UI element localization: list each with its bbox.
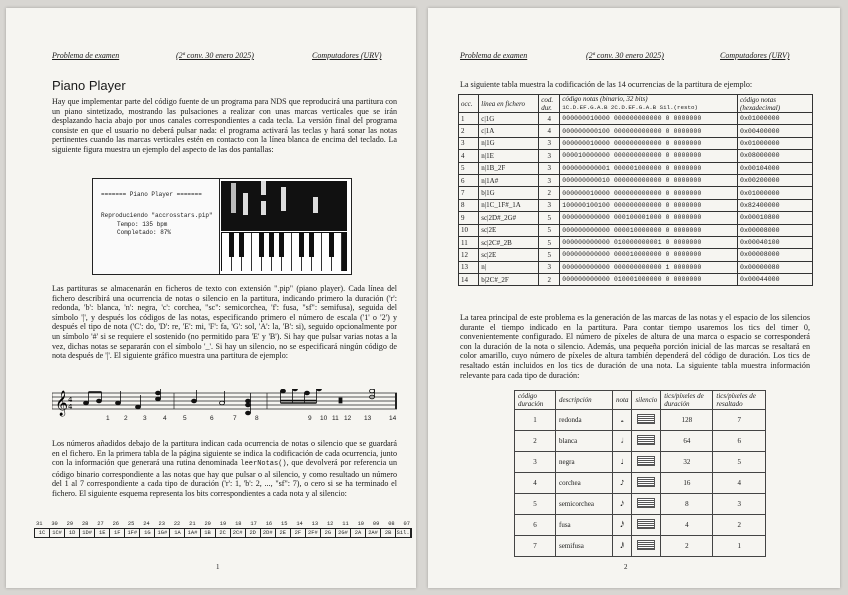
cell-line: c|1G: [479, 113, 539, 125]
black-key: [259, 233, 264, 257]
cell-line: n|1G: [479, 137, 539, 149]
top-screen: [93, 179, 220, 274]
bit-cell: Sil.: [396, 530, 410, 536]
black-key: [299, 233, 304, 257]
cell-bin: 000000000100 000000000000 0 0000000: [560, 125, 738, 137]
cell-nota: 𝅗𝅥: [613, 431, 632, 452]
rest-symbol-icon: [637, 498, 655, 508]
cell-hex: 0x00104000: [738, 162, 813, 174]
occ-number: 11: [332, 415, 339, 422]
table-row: [515, 473, 766, 494]
header-center: (2ª conv. 30 enero 2025): [586, 51, 664, 60]
cell-cod: 3: [539, 150, 560, 162]
cell-line: n|1E: [479, 150, 539, 162]
bit-number: 16: [265, 521, 273, 527]
header-left: Problema de examen: [52, 51, 120, 60]
table-header-row: [459, 95, 813, 113]
cell-bin: 000010000000 000000000000 0 0000000: [560, 150, 738, 162]
cell-hex: 0x08000000: [738, 150, 813, 162]
note-mark: [313, 197, 318, 213]
cell-occ: 6: [459, 174, 479, 186]
bit-cell: 2B: [381, 529, 396, 537]
cell-tics-dur: 32: [661, 452, 713, 473]
cell-cod: 3: [539, 162, 560, 174]
bit-number: 21: [189, 521, 196, 527]
bit-number: 17: [250, 521, 257, 527]
bit-number: 23: [158, 521, 165, 527]
page-number: 2: [624, 563, 628, 571]
cell-occ: 1: [459, 113, 479, 125]
cell-hex: 0x82400000: [738, 199, 813, 211]
cell-cod: 3: [539, 261, 560, 273]
cell-bin: 000000000001 000001000000 0 0000000: [560, 162, 738, 174]
bit-number: 09: [372, 521, 380, 527]
table-row: [515, 536, 766, 557]
bit-number: 29: [66, 521, 74, 527]
bit-number: 07: [403, 521, 410, 527]
header-center: (2ª conv. 30 enero 2025): [176, 51, 254, 60]
cell-tics-res: 4: [713, 473, 766, 494]
occurrence-encoding-table: [458, 94, 813, 286]
col-bin-title: código notas (binario, 32 bits): [562, 95, 648, 103]
cell-tics-dur: 8: [661, 494, 713, 515]
cell-line: b|1G: [479, 187, 539, 199]
cell-cod: 6: [515, 515, 556, 536]
col-nota: nota: [613, 391, 632, 410]
piano-keyboard-screen: [221, 181, 347, 271]
table-header-row: [515, 391, 766, 410]
bit-number: 31: [36, 521, 43, 527]
cell-occ: 5: [459, 162, 479, 174]
cell-cod: 3: [539, 199, 560, 211]
col-tics-dur: tics/píxeles de duración: [661, 391, 713, 410]
cell-cod: 7: [515, 536, 556, 557]
table-row: [459, 137, 813, 149]
svg-text:4: 4: [68, 396, 73, 404]
rest-symbol-icon: [637, 477, 655, 487]
cell-silencio: [632, 473, 661, 494]
fig-tempo-line: Tempo: 135 bpm: [117, 221, 168, 228]
cell-cod: 5: [539, 224, 560, 236]
table-row: [459, 162, 813, 174]
cell-tics-res: 3: [713, 494, 766, 515]
cell-bin: 000000000010 000000000000 0 0000000: [560, 174, 738, 186]
cell-bin: 000000000000 000000000000 1 0000000: [560, 261, 738, 273]
cell-silencio: [632, 452, 661, 473]
table-row: [459, 236, 813, 248]
rest-symbol-icon: [637, 519, 655, 529]
cell-hex: 0x00044000: [738, 274, 813, 286]
hit-line: [221, 231, 347, 232]
occ-number: 3: [143, 415, 147, 422]
cell-cod: 4: [539, 113, 560, 125]
cell-cod: 2: [539, 187, 560, 199]
occ-number: 8: [255, 415, 259, 422]
col-cod-dur: código duración: [515, 391, 556, 410]
cell-occ: 8: [459, 199, 479, 211]
cell-silencio: [632, 515, 661, 536]
cell-occ: 4: [459, 150, 479, 162]
cell-occ: 12: [459, 249, 479, 261]
bit-layout-scheme: [34, 521, 412, 538]
occ-number: 12: [344, 415, 352, 422]
function-name: leerNotas(): [240, 460, 287, 469]
occ-number: 1: [106, 415, 110, 422]
note-mark: [281, 187, 286, 211]
fig-playing-line: Reproduciendo "accrosstars.pip": [101, 212, 213, 219]
cell-bin: 000000010000 000000000000 0 0000000: [560, 113, 738, 125]
cell-cod: 3: [539, 137, 560, 149]
cell-desc: negra: [556, 452, 613, 473]
cell-tics-res: 1: [713, 536, 766, 557]
cell-line: sc|2D#_2G#: [479, 212, 539, 224]
bit-cell: 1G: [140, 529, 155, 537]
col-bin: [560, 95, 738, 113]
cell-tics-res: 2: [713, 515, 766, 536]
bit-number: 13: [311, 521, 319, 527]
cell-tics-res: 7: [713, 410, 766, 431]
bit-cell: 1F: [110, 529, 125, 537]
page-number: 1: [216, 563, 220, 571]
cell-desc: corchea: [556, 473, 613, 494]
rest-symbol-icon: [637, 414, 655, 424]
bit-cell: 2G: [321, 529, 336, 537]
table-row: [515, 431, 766, 452]
bit-cell: 1F#: [125, 529, 140, 537]
header-right: Computadores (URV): [720, 51, 790, 60]
bit-cell: 2F#: [306, 529, 321, 537]
cell-desc: semifusa: [556, 536, 613, 557]
cell-bin: 000000000000 010001000000 0 0000000: [560, 274, 738, 286]
rest-symbol-icon: [637, 540, 655, 550]
encoding-text-b: , que devolverá por referencia un código binario correspondiente a las notas que hay que pulsar o al silencio, y como resultado un número del 1 al 7 correspondiente a cada tipo de duración ('r': 1, 'b': 2, ..., "sf": 7), o cero si se ha terminado el fichero. El siguiente esquema representa los bits correspondientes a cada nota y al silencio:: [52, 458, 397, 498]
col-bin-sub: 1C.D.EF.G.A.B 2C.D.EF.G.A.B Sil.(resto): [562, 104, 698, 111]
cell-silencio: [632, 410, 661, 431]
cell-tics-dur: 2: [661, 536, 713, 557]
header-left: Problema de examen: [460, 51, 528, 60]
cell-line: c|1A: [479, 125, 539, 137]
black-key: [269, 233, 274, 257]
cell-occ: 10: [459, 224, 479, 236]
occ-number: 7: [233, 415, 237, 422]
nds-screens-figure: [92, 178, 352, 275]
cell-cod: 2: [539, 274, 560, 286]
cell-occ: 13: [459, 261, 479, 273]
bit-number: 15: [281, 521, 288, 527]
occ-number: 13: [364, 415, 372, 422]
header-right: Computadores (URV): [312, 51, 382, 60]
cell-desc: fusa: [556, 515, 613, 536]
cell-cod: 5: [539, 249, 560, 261]
cell-occ: 7: [459, 187, 479, 199]
bit-cell: 2E: [276, 529, 291, 537]
cell-line: sc|2E: [479, 224, 539, 236]
black-key: [309, 233, 314, 257]
cell-desc: redonda: [556, 410, 613, 431]
col-silencio: silencio: [632, 391, 661, 410]
cell-nota: 𝅘𝅥𝅱: [613, 536, 632, 557]
cell-line: n|: [479, 261, 539, 273]
cell-silencio: [632, 536, 661, 557]
table-row: [459, 261, 813, 273]
table-row: [515, 410, 766, 431]
table-row: [459, 150, 813, 162]
table1-intro: La siguiente tabla muestra la codificación de las 14 ocurrencias de la partitura de ejemplo:: [460, 80, 753, 89]
fig-title-line: ======= Piano Player =======: [101, 191, 202, 198]
cell-silencio: [632, 494, 661, 515]
cell-hex: 0x00010800: [738, 212, 813, 224]
occ-number: 14: [389, 415, 397, 422]
cell-hex: 0x00040100: [738, 236, 813, 248]
col-desc: descripción: [556, 391, 613, 410]
page-title: Piano Player: [52, 78, 126, 93]
bit-number: 12: [326, 521, 334, 527]
timer-paragraph: La tarea principal de este problema es la generación de las marcas de las notas y el espacio de los silencios durante el tiempo indicado en la partitura. Para contar tiempo usaremos los tics del timer 0, convenientemente configurado. El número de píxeles de altura de una marca o espacio se corresponderá con la duración de la nota o silencio. Además, una pequeña porción inicial de las marcas se resaltará en color amarillo, cuyo número de píxeles de altura también dependerá del código de duración. Los tics de resaltado están incluidos en los tics de duración de una nota. La siguiente tabla muestra información relevante para cada tipo de duración:: [460, 313, 810, 380]
bit-cell: 1C#: [50, 529, 65, 537]
format-paragraph: Las partituras se almacenarán en ficheros de texto con extensión ".pip" (piano player). Cada línea del fichero describirá una ocurrencia de notas o silencio en la partitura, indicando primero la duración ('r': redonda, 'b': blanca, 'n': negra, 'c': corchea, "sc": semicorchea, 'f': fusa, "sf": semifusa), seguida del símbolo '|', y después los códigos de las notas, especificando primero el número de escala ('1' o '2') y después el tipo de nota ('C': do, 'D': re, 'E': mi, 'F': fa, 'G': sol, 'A': la, 'B': si), seguido opcionalmente por un símbolo '#' si se requiere el sostenido (no permitido para 'E' y 'B'). Si hay que pulsar varias notas a la vez, dichas notas se separarán con el símbolo '_'. Si hay un silencio, no se especificará ningún código de nota después de '|'. El siguiente gráfico muestra una partitura de ejemplo:: [52, 284, 397, 361]
table-row: [515, 494, 766, 515]
rest-symbol-icon: [637, 435, 655, 445]
col-line: línea en fichero: [479, 95, 539, 113]
cell-tics-res: 6: [713, 431, 766, 452]
encoding-text-a: Los números añadidos debajo de la partitura indican cada ocurrencia de notas o silencio que se guardará en el fichero. En la primera tabla de la página siguiente se indica la codificación de cada ocurrencia, junto con la información que generará una rutina denominada: [52, 439, 397, 468]
cell-hex: 0x00000080: [738, 261, 813, 273]
cell-tics-dur: 64: [661, 431, 713, 452]
cell-occ: 11: [459, 236, 479, 248]
cell-desc: blanca: [556, 431, 613, 452]
note-mark: [261, 181, 266, 195]
note-mark: [261, 201, 266, 215]
note-mark: [243, 193, 248, 215]
occ-number: 4: [163, 415, 167, 422]
black-key: [279, 233, 284, 257]
rest-symbol-icon: [637, 456, 655, 466]
cell-desc: semicorchea: [556, 494, 613, 515]
occ-number: 6: [210, 415, 214, 422]
bit-number: 22: [173, 521, 181, 527]
bit-number: 19: [219, 521, 227, 527]
bit-cell: 2C: [216, 529, 231, 537]
cell-hex: 0x00008000: [738, 249, 813, 261]
bit-number: 25: [127, 521, 135, 527]
cell-occ: 9: [459, 212, 479, 224]
cell-cod: 3: [515, 452, 556, 473]
occ-number: 9: [308, 415, 312, 422]
cell-cod: 4: [515, 473, 556, 494]
bit-number: 10: [357, 521, 365, 527]
treble-clef-icon: 𝄞: [55, 391, 69, 416]
cell-hex: 0x01000000: [738, 113, 813, 125]
bit-cell: 1C: [35, 529, 50, 537]
table-row: [459, 113, 813, 125]
cell-bin: 000000000000 000100001000 0 0000000: [560, 212, 738, 224]
score-occurrence-numbers: [52, 415, 397, 425]
col-cod: cod. dur.: [539, 95, 560, 113]
black-key: [229, 233, 234, 257]
page-2: [428, 8, 840, 588]
black-key: [239, 233, 244, 257]
cell-nota: ♩: [613, 452, 632, 473]
cell-hex: 0x01000000: [738, 137, 813, 149]
cell-line: b|2C#_2F: [479, 274, 539, 286]
cell-bin: 000000000000 010000000001 0 0000000: [560, 236, 738, 248]
cell-nota: 𝅝: [613, 410, 632, 431]
cell-occ: 14: [459, 274, 479, 286]
cell-hex: 0x00008000: [738, 224, 813, 236]
bit-cell: 2A#: [366, 529, 381, 537]
intro-paragraph: Hay que implementar parte del código fuente de un programa para NDS que reproducirá una partitura con un piano sintetizado, mostrando las pulsaciones a realizar con unas marcas verticales que se irán desplazando hacia abajo por unos canales correspondientes a cada tecla. La versión final del programa consiste en que el usuario no deberá pulsar nada: el programa activará las teclas y hará sonar las notas pertinentes cuando las marcas verticales estén en contacto con la línea blanca de encima del teclado. La siguiente figura muestra un ejemplo del aspecto de las dos pantallas:: [52, 97, 397, 154]
cell-line: n|1B_2F: [479, 162, 539, 174]
cell-cod: 5: [539, 236, 560, 248]
bit-number: 20: [204, 521, 211, 527]
duration-table: [514, 390, 766, 557]
cell-cod: 5: [539, 212, 560, 224]
table-row: [459, 174, 813, 186]
table-row: [515, 515, 766, 536]
cell-tics-dur: 4: [661, 515, 713, 536]
encoding-paragraph: [52, 439, 397, 499]
bit-cells: [34, 528, 412, 538]
bit-cell: 1E: [95, 529, 110, 537]
bit-number: 11: [342, 521, 349, 527]
bit-numbers: [34, 521, 412, 527]
table-row: [459, 274, 813, 286]
bit-cell: 1A: [170, 529, 185, 537]
note-mark: [231, 183, 236, 213]
table-row: [459, 125, 813, 137]
col-tics-res: tics/píxeles de resaltado: [713, 391, 766, 410]
black-key: [329, 233, 334, 257]
cell-nota: 𝅘𝅥𝅯: [613, 494, 632, 515]
bit-cell: 1G#: [155, 529, 170, 537]
page-header: [6, 51, 416, 63]
bit-number: 18: [235, 521, 242, 527]
cell-nota: ♪: [613, 473, 632, 494]
occ-number: 2: [124, 415, 128, 422]
col-occ: occ.: [459, 95, 479, 113]
table-row: [459, 199, 813, 211]
cell-tics-dur: 16: [661, 473, 713, 494]
cell-bin: 000000000000 000010000000 0 0000000: [560, 249, 738, 261]
cell-line: n|1A#: [479, 174, 539, 186]
bit-number: 24: [143, 521, 150, 527]
cell-bin: 000000010000 000000000000 0 0000000: [560, 137, 738, 149]
bit-number: 28: [81, 521, 89, 527]
cell-tics-dur: 128: [661, 410, 713, 431]
bit-cell: 2A: [351, 529, 366, 537]
bit-number: 26: [112, 521, 120, 527]
cell-line: sc|2E: [479, 249, 539, 261]
table-row: [459, 249, 813, 261]
bit-number: 27: [97, 521, 104, 527]
cell-occ: 3: [459, 137, 479, 149]
cell-cod: 1: [515, 410, 556, 431]
cell-cod: 2: [515, 431, 556, 452]
cell-cod: 3: [539, 174, 560, 186]
bit-cell: 2G#: [336, 529, 351, 537]
cell-bin: 000000000000 000010000000 0 0000000: [560, 224, 738, 236]
table-row: [459, 187, 813, 199]
bit-cell: 1D#: [80, 529, 95, 537]
cell-bin: 100000100100 000000000000 0 0000000: [560, 199, 738, 211]
cell-cod: 4: [539, 125, 560, 137]
fig-progress-line: Completado: 87%: [117, 229, 172, 236]
cell-hex: 0x01000000: [738, 187, 813, 199]
cell-silencio: [632, 431, 661, 452]
occ-number: 5: [183, 415, 187, 422]
cell-occ: 2: [459, 125, 479, 137]
page-1: [6, 8, 416, 588]
bit-cell: 1D: [65, 529, 80, 537]
col-hex: código notas (hexadecimal): [738, 95, 813, 113]
table-row: [459, 212, 813, 224]
bit-cell: 2F: [291, 529, 306, 537]
svg-text:4: 4: [68, 403, 73, 411]
cell-nota: 𝅘𝅥𝅰: [613, 515, 632, 536]
cell-line: sc|2C#_2B: [479, 236, 539, 248]
bit-cell: 1B: [201, 529, 216, 537]
bit-number: 30: [51, 521, 58, 527]
cell-bin: 000000010000 000000000000 0 0000000: [560, 187, 738, 199]
table-row: [515, 452, 766, 473]
bit-cell: 2D: [246, 529, 261, 537]
page-header: [428, 51, 840, 63]
cell-hex: 0x00200000: [738, 174, 813, 186]
cell-hex: 0x00400000: [738, 125, 813, 137]
table-row: [459, 224, 813, 236]
bit-cell: 2C#: [231, 529, 246, 537]
cell-cod: 5: [515, 494, 556, 515]
bit-cell: 1A#: [185, 529, 200, 537]
bit-number: 08: [388, 521, 395, 527]
cell-line: n|1C_1F#_1A: [479, 199, 539, 211]
bit-number: 14: [296, 521, 303, 527]
occ-number: 10: [320, 415, 328, 422]
bit-cell: 2D#: [261, 529, 276, 537]
cell-tics-res: 5: [713, 452, 766, 473]
